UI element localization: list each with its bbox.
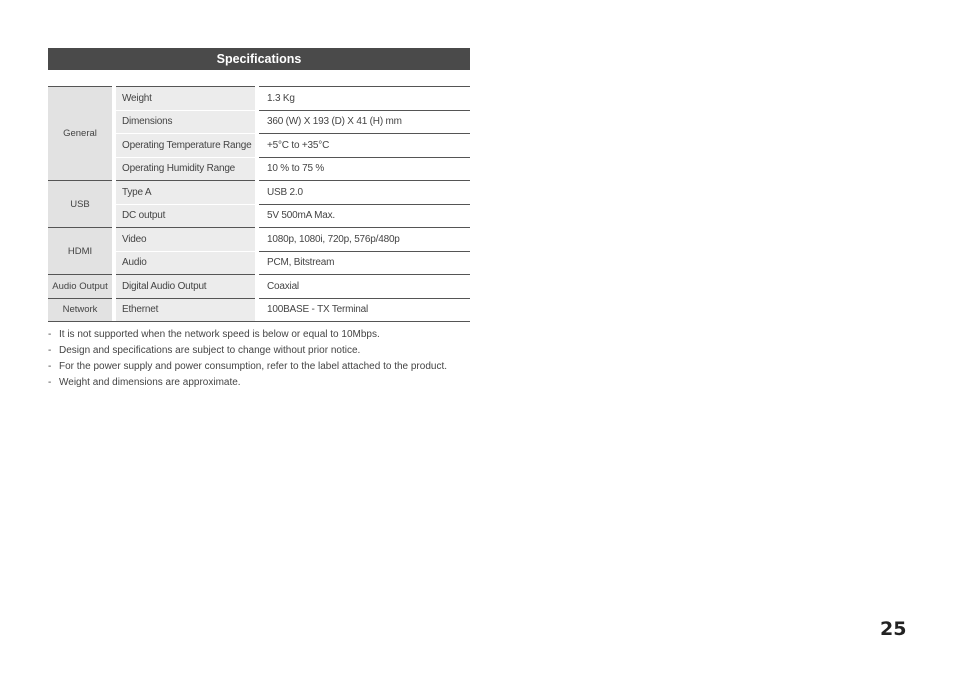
spec-label: Operating Temperature Range (116, 134, 255, 158)
section-title: Specifications (48, 48, 470, 70)
note-text: It is not supported when the network speed is below or equal to 10Mbps. (59, 329, 380, 340)
spec-value: Coaxial (259, 275, 470, 299)
spec-value: 10 % to 75 % (259, 157, 470, 181)
table-row (48, 181, 470, 205)
table-row (48, 275, 470, 299)
specifications-table (48, 86, 470, 322)
spec-label: DC output (116, 204, 255, 228)
note-item (48, 376, 448, 390)
spec-label: Type A (116, 181, 255, 205)
note-bullet: - (48, 361, 52, 372)
note-item (48, 344, 448, 358)
spec-value: +5°C to +35°C (259, 134, 470, 158)
spec-label: Digital Audio Output (116, 275, 255, 299)
spec-label: Dimensions (116, 110, 255, 134)
spec-value: 360 (W) X 193 (D) X 41 (H) mm (259, 110, 470, 134)
spec-label: Weight (116, 87, 255, 111)
spec-label: Video (116, 228, 255, 252)
spec-value: PCM, Bitstream (259, 251, 470, 275)
category-general: General (48, 87, 112, 181)
spec-value: 1.3 Kg (259, 87, 470, 111)
note-text: Weight and dimensions are approximate. (59, 377, 241, 388)
category-hdmi: HDMI (48, 228, 112, 275)
category-audio-output: Audio Output (48, 275, 112, 299)
spec-value: 5V 500mA Max. (259, 204, 470, 228)
note-item (48, 360, 448, 374)
table-row (48, 298, 470, 322)
spec-label: Ethernet (116, 298, 255, 322)
note-bullet: - (48, 345, 52, 356)
spec-value: 1080p, 1080i, 720p, 576p/480p (259, 228, 470, 252)
note-bullet: - (48, 377, 52, 388)
note-bullet: - (48, 329, 52, 340)
spec-value: 100BASE - TX Terminal (259, 298, 470, 322)
note-text: Design and specifications are subject to change without prior notice. (59, 345, 361, 356)
note-item (48, 328, 448, 342)
spec-label: Audio (116, 251, 255, 275)
spec-value: USB 2.0 (259, 181, 470, 205)
notes-list (48, 328, 448, 392)
spec-label: Operating Humidity Range (116, 157, 255, 181)
note-text: For the power supply and power consumption, refer to the label attached to the product. (59, 361, 448, 372)
category-usb: USB (48, 181, 112, 228)
table-row (48, 228, 470, 252)
category-network: Network (48, 298, 112, 322)
page-number: 25 (880, 618, 907, 640)
table-row (48, 87, 470, 111)
